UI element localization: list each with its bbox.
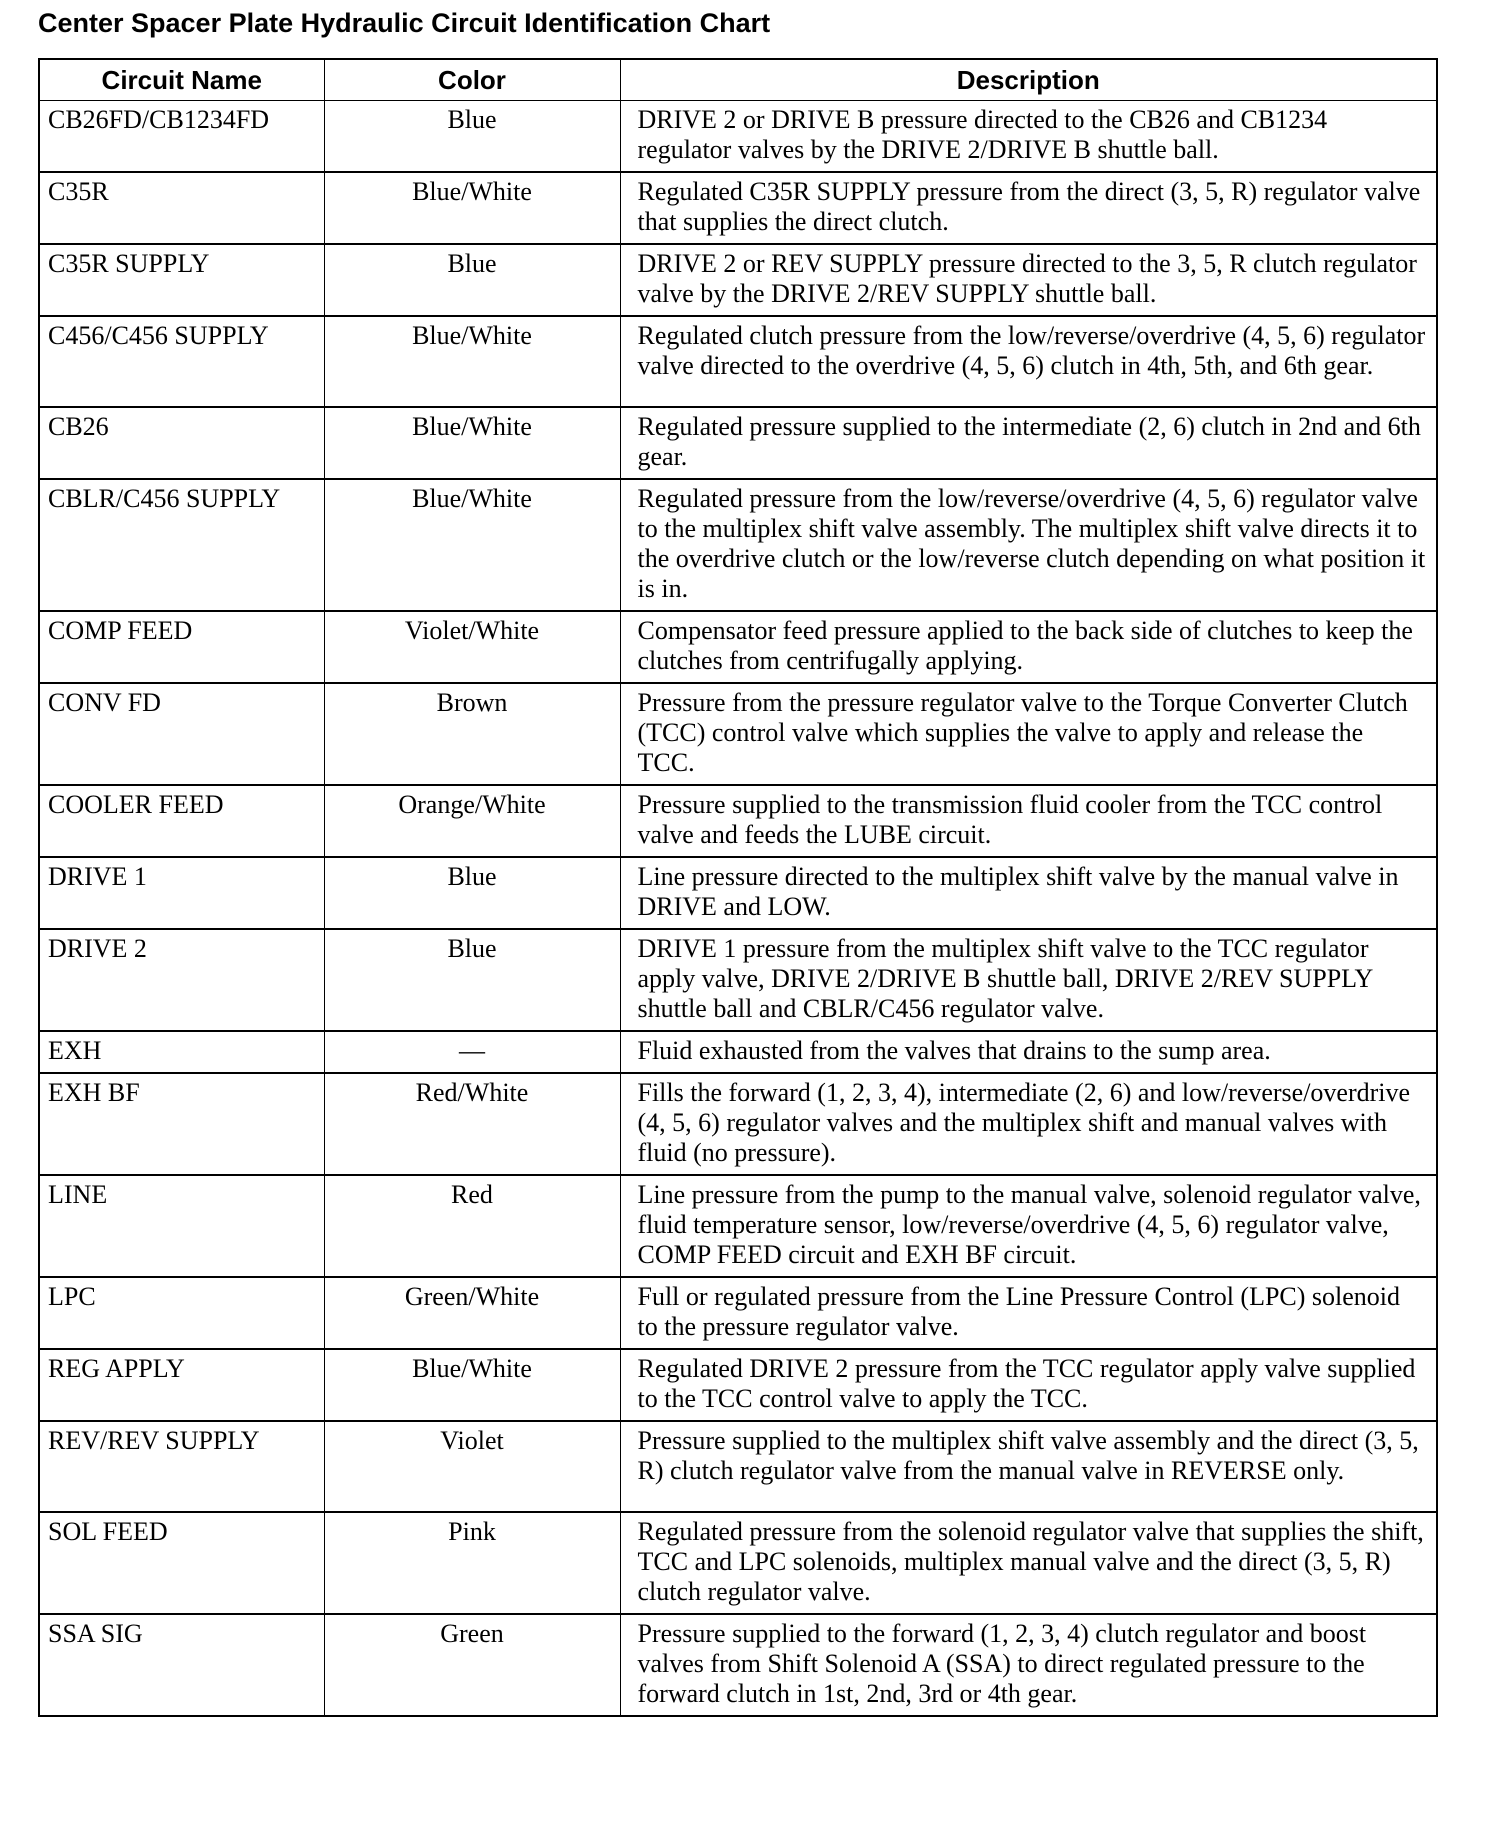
table-row [39,1175,1437,1277]
table-row [39,1614,1437,1716]
circuit-name-cell: COOLER FEED [39,785,324,857]
color-cell: Violet/White [324,611,620,683]
circuit-name-cell: LINE [39,1175,324,1277]
circuit-name-cell: COMP FEED [39,611,324,683]
circuit-name-cell: C456/C456 SUPPLY [39,316,324,407]
table-row [39,172,1437,244]
color-cell: Red [324,1175,620,1277]
description-cell: Fills the forward (1, 2, 3, 4), intermediate (2, 6) and low/reverse/overdrive (4, 5, 6) regulator valves and the multiplex shift and manual valves with fluid (no pressure). [620,1073,1437,1175]
description-cell: Line pressure directed to the multiplex shift valve by the manual valve in DRIVE and LOW. [620,857,1437,929]
description-cell: Line pressure from the pump to the manual valve, solenoid regulator valve, fluid temperature sensor, low/reverse/overdrive (4, 5, 6) regulator valve, COMP FEED circuit and EXH BF circuit. [620,1175,1437,1277]
table-row [39,611,1437,683]
color-cell: Green/White [324,1277,620,1349]
color-cell: Blue [324,857,620,929]
table-row [39,1421,1437,1512]
description-cell: Regulated clutch pressure from the low/reverse/overdrive (4, 5, 6) regulator valve directed to the overdrive (4, 5, 6) clutch in 4th, 5th, and 6th gear. [620,316,1437,407]
table-row [39,407,1437,479]
header-circuit-name: Circuit Name [39,59,324,101]
color-cell: Blue/White [324,479,620,611]
table-row [39,316,1437,407]
description-cell: Regulated C35R SUPPLY pressure from the direct (3, 5, R) regulator valve that supplies the direct clutch. [620,172,1437,244]
page-title: Center Spacer Plate Hydraulic Circuit Identification Chart [38,8,771,38]
description-cell: Regulated pressure from the low/reverse/overdrive (4, 5, 6) regulator valve to the multiplex shift valve assembly. The multiplex shift valve directs it to the overdrive clutch or the low/reverse clutch depending on what position it is in. [620,479,1437,611]
circuit-name-cell: SOL FEED [39,1512,324,1614]
table-row [39,929,1437,1031]
description-cell: DRIVE 2 or DRIVE B pressure directed to the CB26 and CB1234 regulator valves by the DRIVE 2/DRIVE B shuttle ball. [620,101,1437,173]
description-cell: Regulated pressure supplied to the intermediate (2, 6) clutch in 2nd and 6th gear. [620,407,1437,479]
color-cell: Blue/White [324,172,620,244]
description-cell: Pressure from the pressure regulator valve to the Torque Converter Clutch (TCC) control valve which supplies the valve to apply and release the TCC. [620,683,1437,785]
color-cell: Blue/White [324,316,620,407]
table-row [39,101,1437,173]
description-cell: Regulated DRIVE 2 pressure from the TCC regulator apply valve supplied to the TCC control valve to apply the TCC. [620,1349,1437,1421]
circuit-name-cell: LPC [39,1277,324,1349]
description-cell: DRIVE 1 pressure from the multiplex shift valve to the TCC regulator apply valve, DRIVE 2/DRIVE B shuttle ball, DRIVE 2/REV SUPPLY shuttle ball and CBLR/C456 regulator valve. [620,929,1437,1031]
circuit-name-cell: REG APPLY [39,1349,324,1421]
table-row [39,244,1437,316]
color-cell: Blue/White [324,1349,620,1421]
color-cell: Green [324,1614,620,1716]
table-row [39,479,1437,611]
table-row [39,1277,1437,1349]
description-cell: Fluid exhausted from the valves that drains to the sump area. [620,1031,1437,1073]
circuit-name-cell: C35R [39,172,324,244]
color-cell: Pink [324,1512,620,1614]
header-color: Color [324,59,620,101]
circuit-name-cell: EXH BF [39,1073,324,1175]
table-row [39,1073,1437,1175]
color-cell: Blue [324,244,620,316]
color-cell: Blue [324,929,620,1031]
description-cell: Pressure supplied to the forward (1, 2, 3, 4) clutch regulator and boost valves from Shift Solenoid A (SSA) to direct regulated pressure to the forward clutch in 1st, 2nd, 3rd or 4th gear. [620,1614,1437,1716]
description-cell: Pressure supplied to the multiplex shift valve assembly and the direct (3, 5, R) clutch regulator valve from the manual valve in REVERSE only. [620,1421,1437,1512]
color-cell: Violet [324,1421,620,1512]
table-row [39,857,1437,929]
header-description: Description [620,59,1437,101]
circuit-table [38,58,1438,1717]
circuit-name-cell: CONV FD [39,683,324,785]
table-row [39,1349,1437,1421]
circuit-name-cell: C35R SUPPLY [39,244,324,316]
table-header-row [39,59,1437,101]
circuit-name-cell: EXH [39,1031,324,1073]
circuit-name-cell: SSA SIG [39,1614,324,1716]
description-cell: Compensator feed pressure applied to the back side of clutches to keep the clutches from centrifugally applying. [620,611,1437,683]
color-cell: Blue/White [324,407,620,479]
circuit-name-cell: DRIVE 2 [39,929,324,1031]
circuit-name-cell: CB26FD/CB1234FD [39,101,324,173]
color-cell: Red/White [324,1073,620,1175]
circuit-name-cell: DRIVE 1 [39,857,324,929]
table-row [39,785,1437,857]
circuit-name-cell: REV/REV SUPPLY [39,1421,324,1512]
table-row [39,1512,1437,1614]
circuit-name-cell: CB26 [39,407,324,479]
table-row [39,683,1437,785]
color-cell: Orange/White [324,785,620,857]
table-row [39,1031,1437,1073]
color-cell: Blue [324,101,620,173]
color-cell: — [324,1031,620,1073]
description-cell: DRIVE 2 or REV SUPPLY pressure directed to the 3, 5, R clutch regulator valve by the DRIVE 2/REV SUPPLY shuttle ball. [620,244,1437,316]
description-cell: Full or regulated pressure from the Line Pressure Control (LPC) solenoid to the pressure regulator valve. [620,1277,1437,1349]
description-cell: Pressure supplied to the transmission fluid cooler from the TCC control valve and feeds the LUBE circuit. [620,785,1437,857]
color-cell: Brown [324,683,620,785]
description-cell: Regulated pressure from the solenoid regulator valve that supplies the shift, TCC and LPC solenoids, multiplex manual valve and the direct (3, 5, R) clutch regulator valve. [620,1512,1437,1614]
circuit-name-cell: CBLR/C456 SUPPLY [39,479,324,611]
